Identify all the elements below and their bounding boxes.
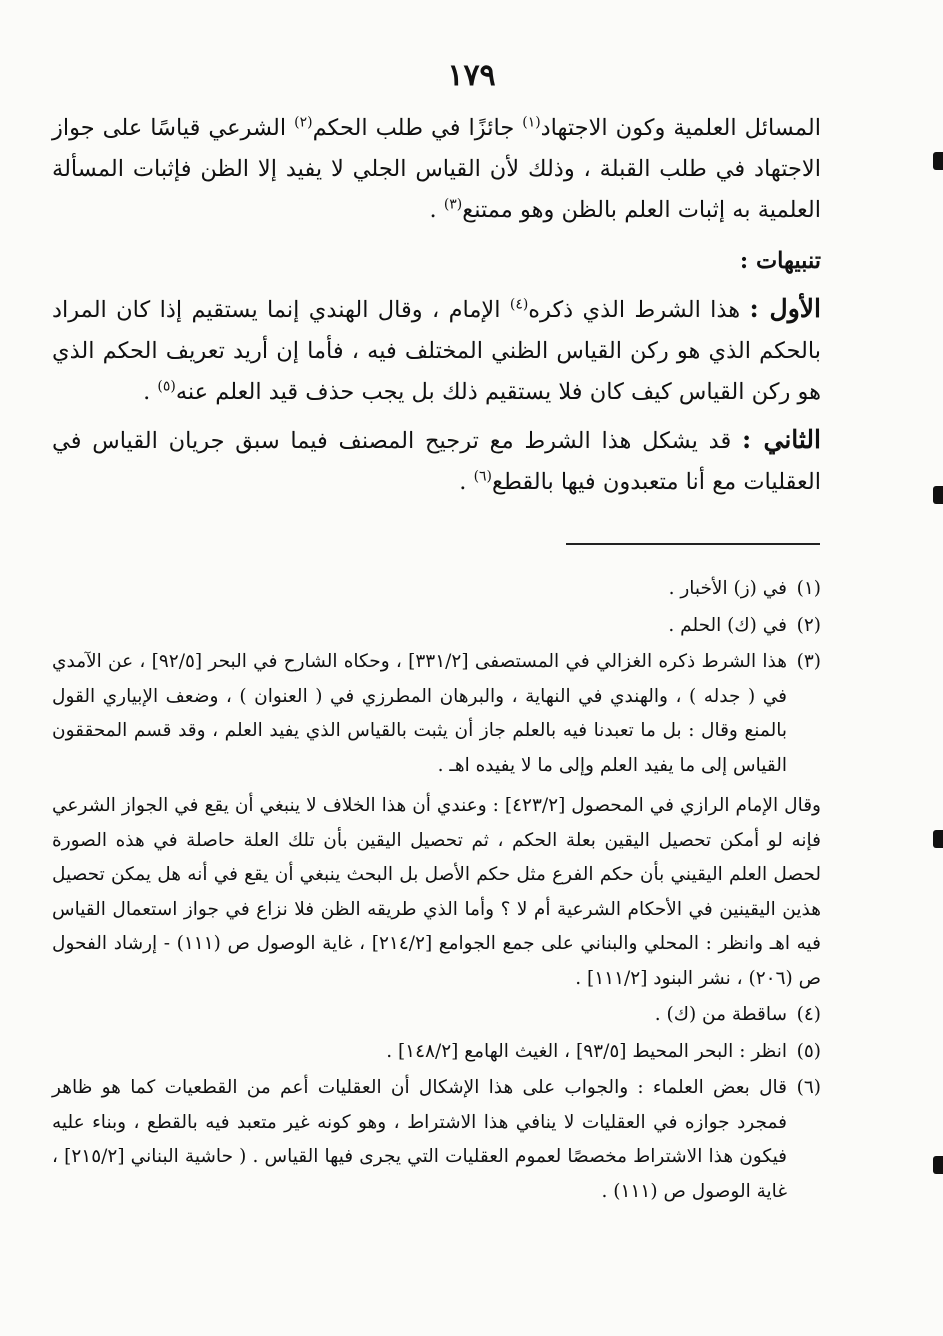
margin-mark [933,486,943,504]
footnote-number: (٥) [796,1040,821,1062]
footnote-ref[interactable]: (٦) [473,468,492,485]
footnote-number: (٤) [796,1004,821,1025]
footnote-3 [52,645,821,996]
footnote-separator [566,543,820,545]
text-run: المسائل العلمية وكون الاجتهاد [540,115,821,141]
footnote-text: في (ك) الحلم . [668,614,787,636]
notice-label: الأول : [749,294,822,323]
footnote-text: انظر : البحر المحيط [٩٣/٥] ، الغيث الهامع [١٤٨/٢] . [386,1040,787,1062]
footnote-ref[interactable]: (٤) [509,296,529,313]
margin-mark [933,1156,943,1174]
text-run: الشرعي قياسًا على جواز الاجتهاد في طلب القبلة ، وذلك لأن القياس الجلي لا يفيد إلا الظن فإثبات المسألة العلمية به إثبات العلم بالظن وهو ممتنع [52,115,821,223]
footnote-ref[interactable]: (٢) [294,114,313,131]
footnote-number: (٣) [796,651,821,672]
text-run: . [429,197,444,223]
section-heading: تنبيهات : [739,248,821,274]
footnote-2 [52,609,821,644]
footnote-number: (١) [796,578,821,599]
paragraph-intro [52,108,821,231]
footnote-text: في (ز) الأخبار . [668,578,787,599]
footnote-5 [52,1035,821,1070]
footnote-ref[interactable]: (١) [522,114,541,131]
notice-label: الثاني : [741,425,821,454]
footnote-ref[interactable]: (٥) [157,378,176,395]
footnote-4 [52,998,821,1033]
footnote-number: (٦) [796,1077,821,1098]
text-run: هذا الشرط الذي ذكره [528,297,750,323]
footnote-text: قال بعض العلماء : والجواب على هذا الإشكال أن العقليات أعم من القطعيات كما هو ظاهر فمجرد جوازه في العقليات لا ينافي هذا الاشتراط ، وهو كونه غير متعبد فيه بالقطع ، وبناء عليه فيكون هذا الاشتراط مخصصًا لعموم العقليات التي يجرى فيها القياس . ( حاشية البناني [٢١٥/٢] ، غاية الوصول ص (١١١) . [52,1077,787,1202]
footnote-text: هذا الشرط ذكره الغزالي في المستصفى [٣٣١/٢] ، وحكاه الشارح في البحر [٩٢/٥] ، عن الآمدي في ( جدله ) ، والهندي في النهاية ، والبرهان المطرزي في ( العنوان ) ، وضعف الإبياري القول بالمنع وقال : بل ما تعبدنا فيه بالعلم جاز أن يثبت بالقياس الذي يفيد العلم ، وقد قسم المحققون القياس إلى ما يفيد العلم وإلى ما لا يفيده اهـ . [52,651,787,776]
text-run: . [143,379,158,405]
margin-mark [933,152,943,170]
footnote-ref[interactable]: (٣) [443,196,463,213]
margin-mark [933,830,943,848]
footnote-1 [52,572,821,607]
text-run: جائزًا في طلب الحكم [312,115,523,141]
main-text [52,108,821,503]
footnote-number: (٢) [796,614,821,636]
notice-first [52,288,821,413]
notice-second [52,419,821,503]
footnote-6 [52,1071,821,1209]
text-run: الإمام ، وقال الهندي إنما يستقيم إذا كان المراد بالحكم الذي هو ركن القياس الظني المختلف فيه ، فأما إن أريد تعريف الحكم الذي هو ركن القياس كيف كان فلا يستقيم ذلك بل يجب حذف قيد العلم عنه [52,297,821,405]
text-run: قد يشكل هذا الشرط مع ترجيح المصنف فيما سبق جريان القياس في العقليات مع أنا متعبدون فيها بالقطع [52,428,821,495]
page-number: ١٧٩ [447,58,496,93]
footnote-text: وقال الإمام الرازي في المحصول [٤٢٣/٢] : وعندي أن هذا الخلاف لا ينبغي أن يقع في الجواز الشرعي فإنه لو أمكن تحصيل اليقين بعلة الحكم ، ثم تحصيل اليقين بأن تلك العلة حاصلة في هذه الصورة لحصل العلم اليقيني بأن حكم الفرع مثل حكم الأصل بل البحث ينبغي أن يقع في أنه هل يمكن تحصيل هذين اليقينين في الأحكام الشرعية أم لا ؟ وأما الذي طريقه الظن فلا نزاع في جواز استعمال القياس فيه اهـ وانظر : المحلي والبناني على جمع الجوامع [٢١٤/٢] ، غاية الوصول ص (١١١) - إرشاد الفحول ص (٢٠٦) ، نشر البنود [١١١/٢] . [52,795,821,989]
text-run: . [459,469,474,495]
footnote-text: ساقطة من (ك) . [654,1004,787,1025]
footnotes [52,572,821,1211]
